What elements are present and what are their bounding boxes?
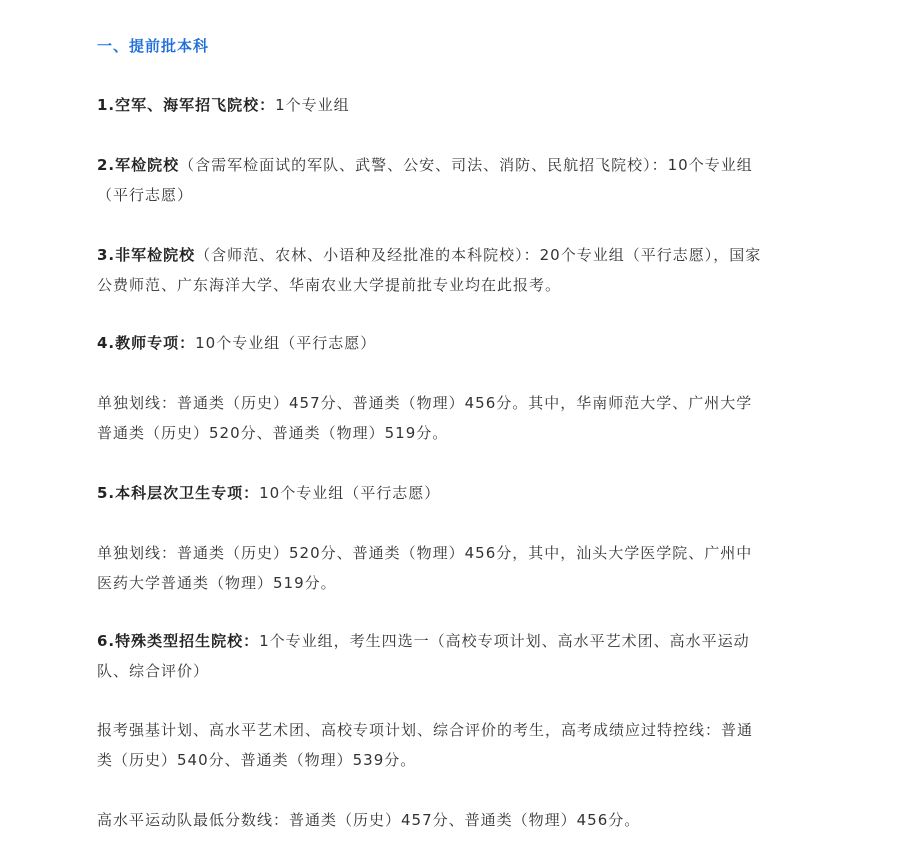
paragraph-9 (97, 715, 765, 775)
paragraph-1-text: 1个专业组 (275, 96, 350, 114)
paragraph-6-text: 10个专业组（平行志愿） (259, 484, 441, 502)
paragraph-8 (97, 626, 765, 686)
paragraph-8-lead: 6.特殊类型招生院校： (97, 632, 260, 650)
paragraph-4-text: 10个专业组（平行志愿） (195, 334, 377, 352)
paragraph-5-text: 单独划线：普通类（历史）457分、普通类（物理）456分。其中，华南师范大学、广州大学普通类（历史）520分、普通类（物理）519分。 (97, 394, 753, 442)
paragraph-8-text: 1个专业组，考生四选一（高校专项计划、高水平艺术团、高水平运动队、综合评价） (97, 632, 750, 680)
paragraph-3-text: （含师范、农林、小语种及经批准的本科院校）：20个专业组（平行志愿），国家公费师范、广东海洋大学、华南农业大学提前批专业均在此报考。 (97, 246, 762, 294)
section-heading: 一、提前批本科 (97, 37, 210, 55)
paragraph-3 (97, 240, 765, 300)
paragraph-9-text: 报考强基计划、高水平艺术团、高校专项计划、综合评价的考生，高考成绩应过特控线：普通类（历史）540分、普通类（物理）539分。 (97, 721, 754, 769)
paragraph-4 (97, 328, 765, 358)
paragraph-10 (97, 805, 765, 835)
paragraph-1-lead: 1.空军、海军招飞院校： (97, 96, 276, 114)
paragraph-6-lead: 5.本科层次卫生专项： (97, 484, 260, 502)
paragraph-2-text: （含需军检面试的军队、武警、公安、司法、消防、民航招飞院校）：10个专业组（平行志愿） (97, 156, 753, 204)
paragraph-3-lead: 3.非军检院校 (97, 246, 196, 264)
paragraph-6 (97, 478, 765, 508)
paragraph-5 (97, 388, 765, 448)
paragraph-2-lead: 2.军检院校 (97, 156, 180, 174)
paragraph-1 (97, 90, 765, 120)
paragraph-7-text: 单独划线：普通类（历史）520分、普通类（物理）456分，其中，汕头大学医学院、广州中医药大学普通类（物理）519分。 (97, 544, 753, 592)
paragraph-2 (97, 150, 765, 210)
paragraph-10-text: 高水平运动队最低分数线：普通类（历史）457分、普通类（物理）456分。 (97, 811, 641, 829)
paragraph-7 (97, 538, 765, 598)
paragraph-4-lead: 4.教师专项： (97, 334, 196, 352)
